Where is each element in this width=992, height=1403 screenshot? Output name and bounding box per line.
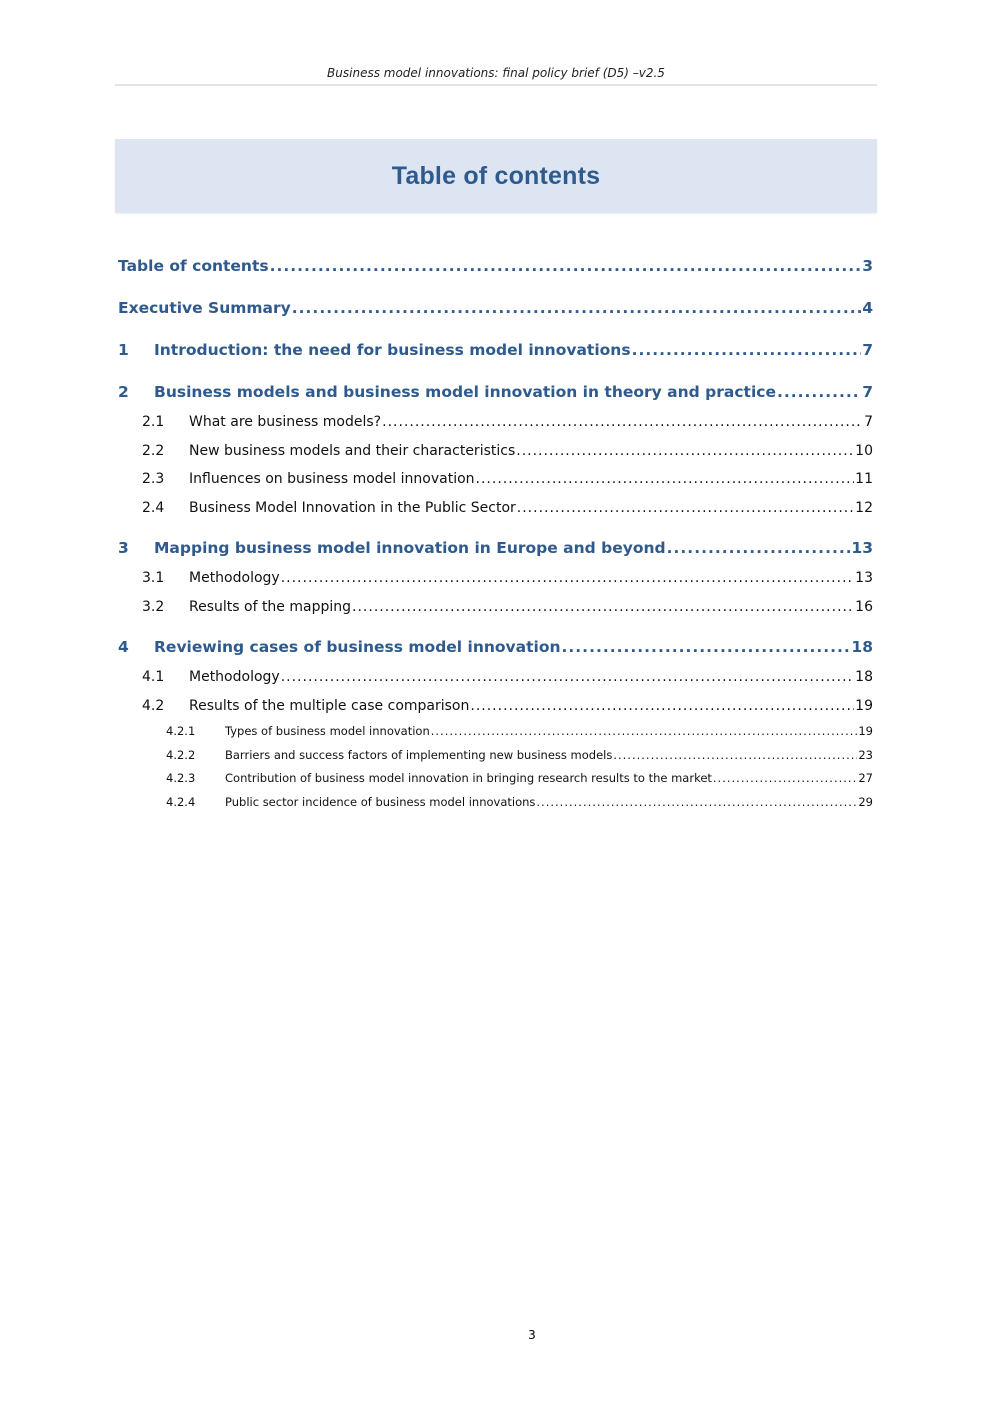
toc-entry-page: 16 [855,598,873,615]
toc-spacer [118,522,873,534]
toc-entry-number: 3 [118,539,129,557]
toc-entry-label: Mapping business model innovation in Europe and beyond [154,539,666,557]
toc-leader-dots [562,633,851,661]
toc-entry-page: 19 [855,697,873,714]
toc-entry-number: 4 [118,638,129,656]
toc-leader-dots [270,252,862,280]
toc-entry-page: 11 [855,471,873,487]
toc-entry-4-2-3[interactable] [118,767,873,791]
toc-entry-4-2[interactable] [118,692,873,721]
toc-leader-dots [281,564,854,592]
toc-entry-page: 23 [858,747,873,762]
toc-entry-page: 7 [864,414,873,430]
toc-entry-label: Introduction: the need for business model innovations [154,341,631,359]
toc-entry-2-4[interactable] [118,494,873,523]
toc-entry-number: 3.1 [142,570,165,586]
running-header: Business model innovations: final policy brief (D5) –v2.5 [327,66,665,80]
toc-entry-label: Results of the multiple case comparison [189,697,470,714]
toc-leader-dots [292,294,861,322]
toc-entry-label: Contribution of business model innovation in bringing research results to the market [225,771,712,785]
toc-entry-number: 2.2 [142,442,165,459]
toc-entry-2-1[interactable] [118,408,873,437]
toc-leader-dots [536,791,857,814]
toc-leader-dots [470,692,854,720]
toc-entry-page: 7 [862,383,873,401]
toc-entry-label: What are business models? [189,414,382,430]
toc-entry-label: Table of contents [118,257,269,275]
toc-entry-label: New business models and their characteristics [189,442,516,459]
toc-entry-number: 3.2 [142,598,165,615]
toc-leader-dots [632,336,862,364]
toc-entry-4[interactable] [118,633,873,663]
toc-entry-number: 2.3 [142,471,165,487]
toc-entry-number: 4.2.4 [166,794,196,809]
toc-entry-label: Executive Summary [118,299,291,317]
toc-entry-3-1[interactable] [118,564,873,593]
toc-entry-page: 18 [851,638,873,656]
toc-entry-page: 19 [858,724,873,738]
header-divider [115,84,877,86]
toc-spacer [118,621,873,633]
toc-entry-4-2-4[interactable] [118,791,873,815]
toc-leader-dots [613,744,857,767]
toc-entry-label: Barriers and success factors of implementing new business models [225,747,613,762]
page-title: Table of contents [391,161,601,190]
toc-entry-number: 2.4 [142,499,165,516]
toc-leader-dots [382,408,863,436]
toc-entry-page: 13 [855,570,873,586]
toc-entry-page: 29 [858,794,873,809]
toc-entry-number: 4.2 [142,697,165,714]
toc-leader-dots [281,663,854,691]
toc-entry-number: 4.2.1 [166,724,196,738]
toc-leader-dots [517,494,854,522]
title-banner [115,139,877,213]
toc-entry-page: 12 [855,499,873,516]
toc-entry-label: Methodology [189,570,280,586]
toc-entry-4-2-2[interactable] [118,744,873,768]
toc-leader-dots [476,465,855,493]
toc-entry-number: 4.1 [142,669,165,685]
toc-entry-number: 2.1 [142,414,165,430]
toc-entry-3[interactable] [118,534,873,564]
toc-entry-page: 3 [862,257,873,275]
toc-entry-3-2[interactable] [118,593,873,622]
toc-entry-1[interactable] [118,336,873,378]
toc-entry-page: 10 [855,442,873,459]
toc-entry-number: 1 [118,341,129,359]
toc-entry-page: 4 [862,299,873,317]
toc-entry-2-2[interactable] [118,437,873,466]
toc-entry-2-3[interactable] [118,465,873,494]
toc-leader-dots [352,593,854,621]
toc-entry-label: Influences on business model innovation [189,471,475,487]
toc-leader-dots [516,437,854,465]
toc-entry-label: Methodology [189,669,280,685]
toc-entry-number: 2 [118,383,129,401]
toc-entry-page: 7 [862,341,873,359]
toc-entry-label: Business models and business model innovation in theory and practice [154,383,776,401]
toc-leader-dots [713,767,857,790]
toc-entry-label: Types of business model innovation [225,724,430,738]
toc-entry-2[interactable] [118,378,873,408]
toc-entry-page: 13 [851,539,873,557]
toc-entry-4-1[interactable] [118,663,873,692]
toc-entry-table-of-contents[interactable] [118,252,873,294]
toc-entry-page: 27 [858,771,873,785]
page-number: 3 [528,1328,536,1342]
toc-entry-label: Business Model Innovation in the Public Sector [189,499,516,516]
toc-entry-number: 4.2.3 [166,771,196,785]
toc-entry-label: Reviewing cases of business model innovation [154,638,561,656]
toc-leader-dots [431,720,858,743]
toc-leader-dots [777,378,861,406]
toc-entry-executive-summary[interactable] [118,294,873,336]
toc-entry-number: 4.2.2 [166,747,196,762]
table-of-contents [118,252,873,814]
toc-entry-label: Results of the mapping [189,598,352,615]
toc-entry-4-2-1[interactable] [118,720,873,744]
toc-entry-label: Public sector incidence of business model innovations [225,794,536,809]
toc-entry-page: 18 [855,669,873,685]
toc-leader-dots [667,534,851,562]
